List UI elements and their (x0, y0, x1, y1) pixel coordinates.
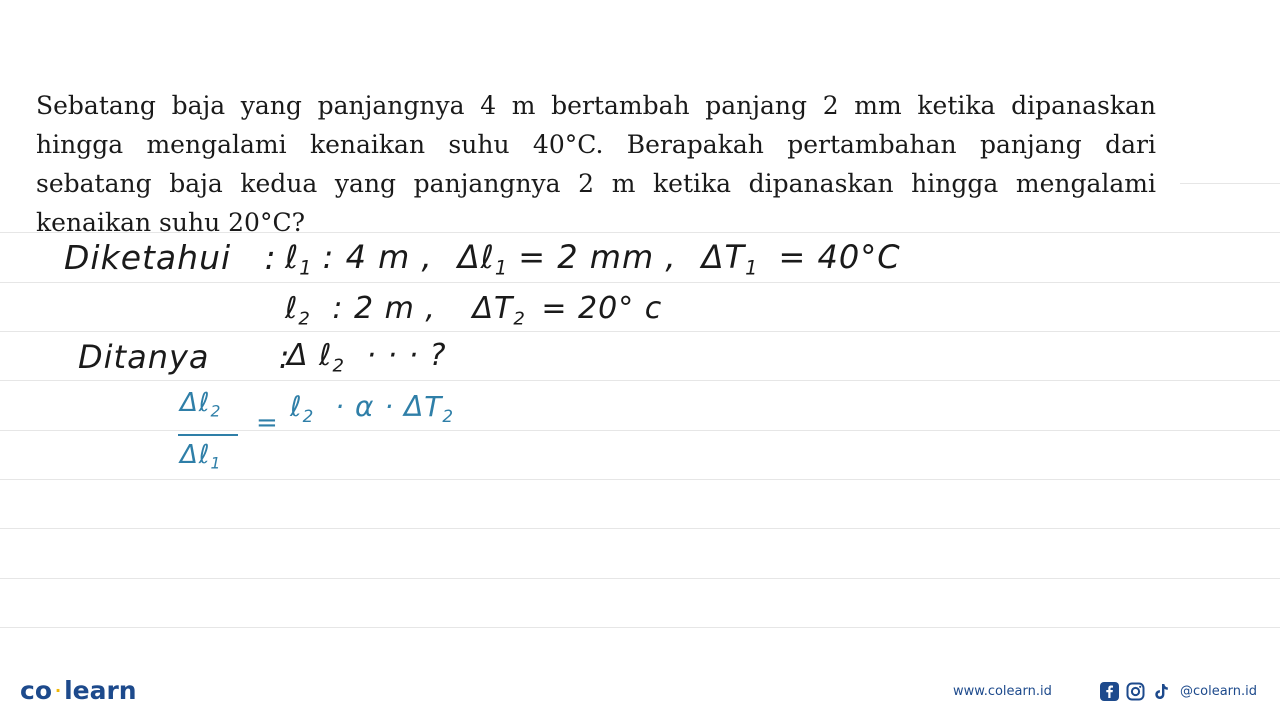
website-link[interactable]: www.colearn.id (953, 684, 1052, 699)
ditanya-label: Ditanya : (78, 338, 291, 376)
colearn-logo[interactable]: co · learn (20, 676, 137, 705)
given-line-2: ℓ$_2$ : 2 m , $\Delta T_2 = 20^\circ$ c (285, 291, 663, 330)
fraction-bar (178, 434, 238, 436)
footer (0, 670, 1280, 720)
equation-equals: = (256, 408, 279, 438)
given-line-1: ℓ$_1$ : 4 m , Δℓ$_1$ = 2 mm , $\Delta T_1 = 40^\circ C$ (285, 238, 901, 280)
rule-line (0, 430, 1280, 431)
logo-dot: · (55, 681, 62, 700)
rule-line (0, 578, 1280, 579)
fraction-denominator: Δℓ$_1$ (180, 440, 221, 473)
equation-rhs: ℓ$_2$ · $\alpha \cdot \Delta T_2$ (290, 390, 454, 426)
symbol-l1: ℓ$_1$ (285, 238, 312, 280)
symbol-delta-t1: $\Delta T_1$ (701, 238, 758, 280)
tiktok-icon[interactable] (1152, 682, 1171, 701)
symbol-delta-l1: Δℓ$_1$ (457, 238, 508, 280)
rule-line (0, 331, 1280, 332)
social-handle[interactable]: @colearn.id (1180, 684, 1258, 699)
social-links (1100, 682, 1257, 701)
rule-line (0, 380, 1280, 381)
rule-line (0, 627, 1280, 628)
diketahui-label: Diketahui : (64, 238, 277, 277)
rule-line (0, 282, 1280, 283)
ditanya-expression: Δ ℓ$_2$ · · · ? (287, 338, 447, 377)
symbol-l2: ℓ$_2$ (285, 291, 310, 330)
question-text: Sebatang baja yang panjangnya 4 m bertambah panjang 2 mm ketika dipanaskan hingga mengalami kenaikan suhu 40°C. Berapakah pertambahan panjang dari sebatang baja kedua yang panjangnya 2 m ketika dipanaskan hingga mengalami kenaikan suhu 20°C? (36, 91, 1156, 237)
rule-line (1180, 183, 1280, 184)
symbol-delta-t2: $\Delta T_2$ (472, 291, 525, 330)
instagram-icon[interactable] (1126, 682, 1145, 701)
rule-line (0, 528, 1280, 529)
fraction-numerator: Δℓ$_2$ (180, 388, 221, 421)
rule-line (0, 479, 1280, 480)
facebook-icon[interactable] (1100, 682, 1119, 701)
